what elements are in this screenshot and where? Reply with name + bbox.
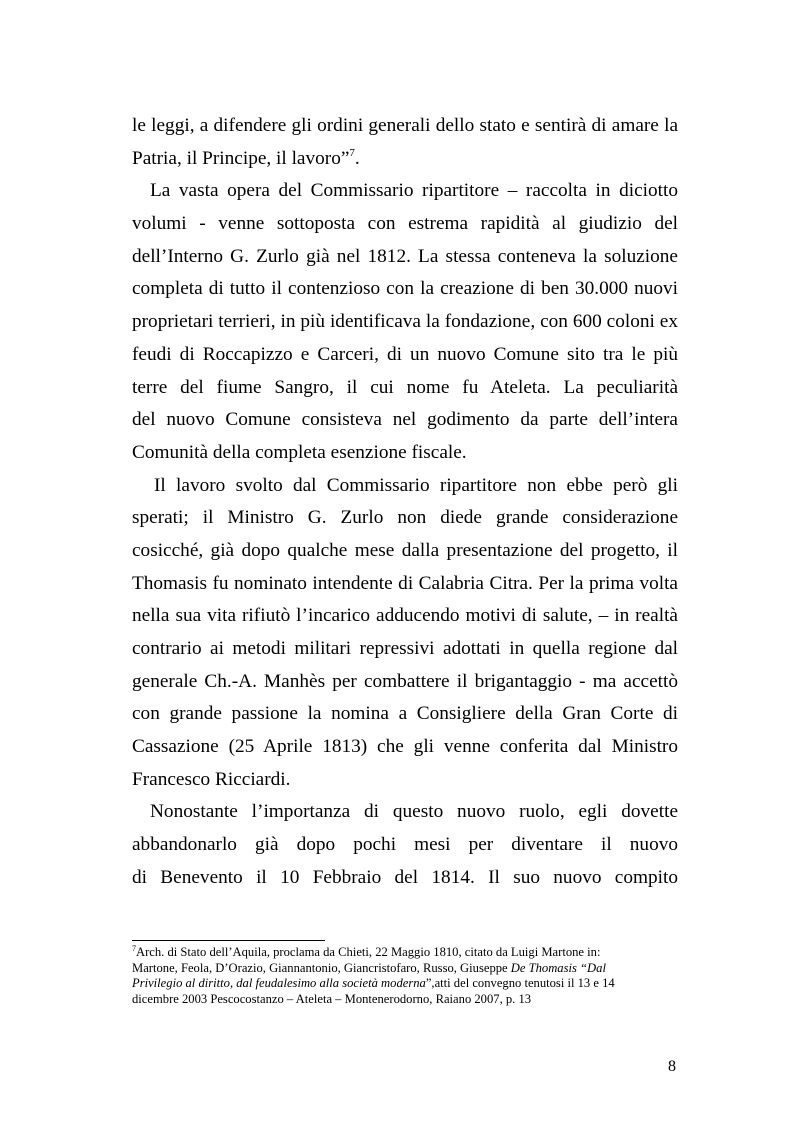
text-line: con grande passione la nomina a Consigliere della Gran Corte di xyxy=(132,703,678,725)
text-line: generale Ch.-A. Manhès per combattere il brigantaggio - ma accettò xyxy=(132,670,678,692)
footnote-title: De Thomasis “Dal xyxy=(510,960,606,975)
footnote xyxy=(132,945,678,1007)
text-line: Nonostante l’importanza di questo nuovo ruolo, egli dovette xyxy=(150,801,678,823)
text-line: completa di tutto il contenzioso con la creazione di ben 30.000 nuovi xyxy=(132,278,678,300)
footnote-text: ”,atti del convegno tenutosi il 13 e 14 xyxy=(425,976,615,990)
footnote-number: 7 xyxy=(132,944,136,953)
footnote-title: Privilegio al diritto, dal feudalesimo alla società moderna xyxy=(132,976,426,990)
text-line: le leggi, a difendere gli ordini generali dello stato e sentirà di amare la xyxy=(132,115,678,136)
text-line: del nuovo Comune consisteva nel godimento da parte dell’intera xyxy=(132,409,678,431)
footnote-line xyxy=(132,976,678,992)
text-line: cosicché, già dopo qualche mese dalla presentazione del progetto, il xyxy=(132,539,678,561)
footnote-line xyxy=(132,945,678,961)
text-line: Francesco Ricciardi. xyxy=(132,768,291,790)
page-number: 8 xyxy=(668,1058,676,1075)
text-line: dell’Interno G. Zurlo già nel 1812. La stessa conteneva la soluzione xyxy=(132,245,678,267)
text-line-content: Patria, il Principe, il lavoro” xyxy=(132,147,350,169)
text-line: La vasta opera del Commissario ripartitore – raccolta in diciotto xyxy=(150,180,678,202)
footnote-text: Martone, Feola, D’Orazio, Giannantonio, Giancristofaro, Russo, Giuseppe xyxy=(132,960,511,975)
text-line: sperati; il Ministro G. Zurlo non diede grande considerazione xyxy=(132,507,678,529)
text-line: Thomasis fu nominato intendente di Calabria Citra. Per la prima volta xyxy=(132,572,678,594)
text-line xyxy=(132,143,678,176)
text-line: contrario ai metodi militari repressivi adottati in quella regione dal xyxy=(132,638,678,659)
footnote-separator xyxy=(132,940,325,941)
text-line: feudi di Roccapizzo e Carceri, di un nuovo Comune sito tra le più xyxy=(132,343,678,365)
text-line: abbandonarlo già dopo pochi mesi per diventare il nuovo xyxy=(132,834,678,856)
text-line-end: . xyxy=(354,147,360,169)
text-line: Comunità della completa esenzione fiscale. xyxy=(132,441,467,463)
footnote-text: Arch. di Stato dell’Aquila, proclama da Chieti, 22 Maggio 1810, citato da Luigi Martone in: xyxy=(136,945,601,959)
text-line: proprietari terrieri, in più identificava la fondazione, con 600 coloni ex xyxy=(132,311,678,333)
text-line: Il lavoro svolto dal Commissario ripartitore non ebbe però gli xyxy=(154,474,678,496)
text-line: nella sua vita rifiutò l’incarico adducendo motivi di salute, – in realtà xyxy=(132,605,678,627)
footnote-line xyxy=(132,961,678,977)
body-text xyxy=(132,110,678,895)
text-line: terre del fiume Sangro, il cui nome fu Ateleta. La peculiarità xyxy=(132,376,678,398)
text-line: di Benevento il 10 Febbraio del 1814. Il suo nuovo compito xyxy=(132,866,678,888)
text-line: volumi - venne sottoposta con estrema rapidità al giudizio del xyxy=(132,213,678,235)
footnote-reference[interactable]: 7 xyxy=(349,146,355,159)
text-line: Cassazione (25 Aprile 1813) che gli venne conferita dal Ministro xyxy=(132,736,678,758)
footnote-line: dicembre 2003 Pescocostanzo – Ateleta – Montenerodorno, Raiano 2007, p. 13 xyxy=(132,991,532,1006)
